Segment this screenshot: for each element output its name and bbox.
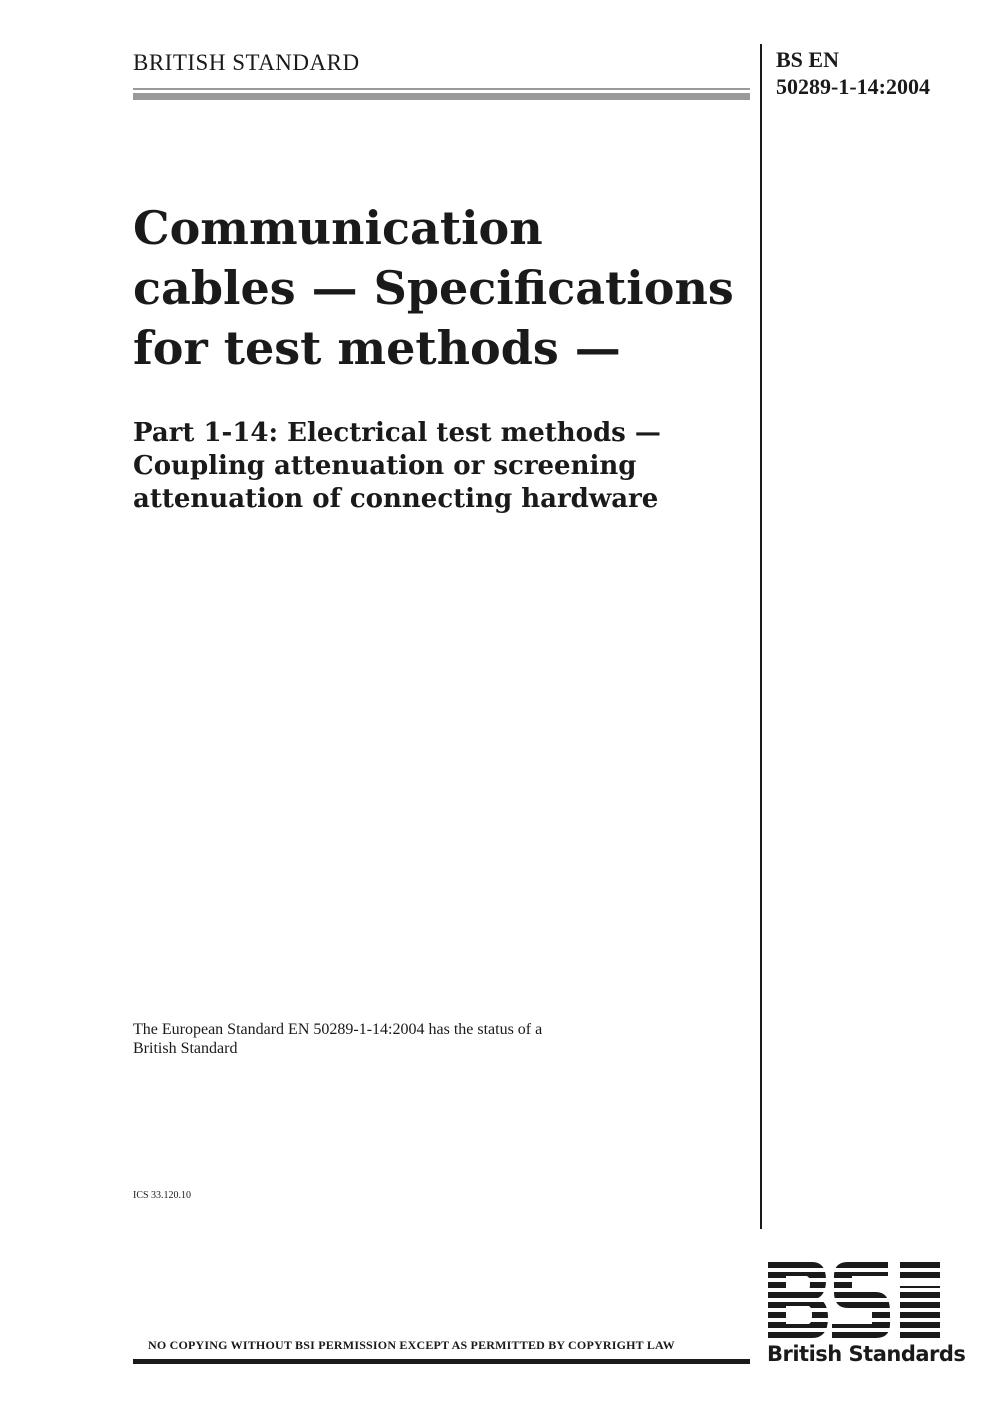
vertical-divider <box>760 44 762 1229</box>
header-rule-thick <box>133 93 750 100</box>
part-title-line: attenuation of connecting hardware <box>133 484 659 514</box>
title-line: for test methods — <box>133 321 621 375</box>
document-number-code: 50289-1-14:2004 <box>776 74 930 99</box>
part-title <box>133 417 753 516</box>
status-note-line: The European Standard EN 50289-1-14:2004 has the status of a <box>133 1021 543 1038</box>
status-note-line: British Standard <box>133 1040 238 1057</box>
bsi-logo <box>766 1262 966 1370</box>
part-title-line: Part 1-14: Electrical test methods — <box>133 418 661 448</box>
document-title <box>133 198 753 378</box>
ics-code: ICS 33.120.10 <box>133 1190 192 1201</box>
status-note <box>133 1020 693 1058</box>
document-number-prefix: BS EN <box>776 47 839 72</box>
footer-rule <box>133 1359 750 1364</box>
title-line: Communication <box>133 201 543 255</box>
header-rule-thin <box>133 88 750 90</box>
copyright-notice: NO COPYING WITHOUT BSI PERMISSION EXCEPT AS PERMITTED BY COPYRIGHT LAW <box>148 1338 675 1352</box>
bsi-logo-mark <box>766 1262 946 1342</box>
part-title-line: Coupling attenuation or screening <box>133 451 637 481</box>
document-number <box>776 46 930 100</box>
bsi-logo-text: British Standards <box>767 1342 966 1366</box>
title-line: cables — Specifications <box>133 261 734 315</box>
standard-type-label: BRITISH STANDARD <box>133 50 360 75</box>
